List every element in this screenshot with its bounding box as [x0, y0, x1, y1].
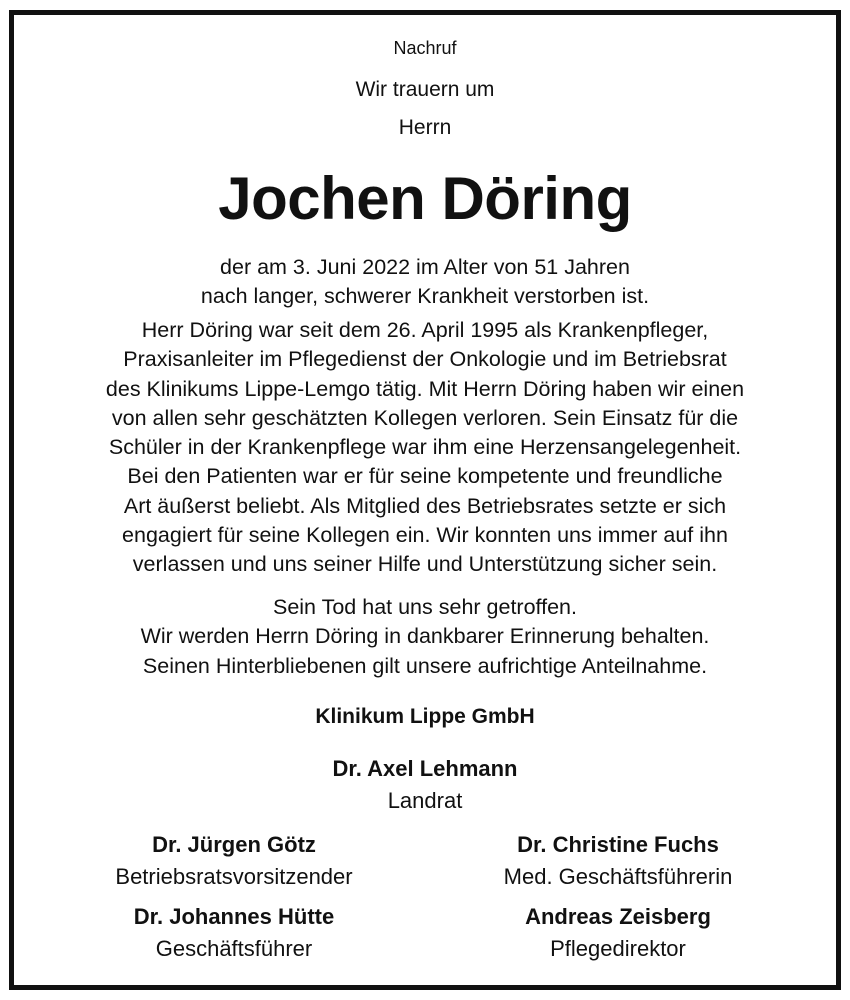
death-line: der am 3. Juni 2022 im Alter von 51 Jahren	[220, 255, 630, 279]
signatory-name: Andreas Zeisberg	[525, 904, 711, 929]
death-line: nach langer, schwerer Krankheit verstorben ist.	[200, 284, 650, 309]
signatory-role: Landrat	[387, 788, 463, 813]
signatory-role: Geschäftsführer	[155, 936, 313, 961]
closing-paragraph	[0, 593, 850, 681]
tribute-line: verlassen und uns seiner Hilfe und Unterstützung sicher sein.	[132, 552, 718, 577]
tribute-paragraph	[0, 316, 850, 580]
signatory-role: Betriebsratsvorsitzender	[115, 864, 353, 889]
tribute-line: des Klinikums Lippe-Lemgo tätig. Mit Herrn Döring haben wir einen	[105, 376, 745, 401]
signatory-name: Dr. Christine Fuchs	[517, 832, 719, 857]
tribute-line: Praxisanleiter im Pflegedienst der Onkologie und im Betriebsrat	[123, 347, 727, 372]
deceased-name: Jochen Döring	[218, 165, 632, 232]
closing-line: Wir werden Herrn Döring in dankbarer Erinnerung behalten.	[140, 624, 710, 649]
mourn-line: Wir trauern um	[355, 78, 495, 101]
signatory-role: Med. Geschäftsführerin	[503, 864, 733, 889]
signatory-name: Dr. Axel Lehmann	[332, 756, 518, 781]
tribute-line: von allen sehr geschätzten Kollegen verloren. Sein Einsatz für die	[111, 405, 739, 430]
signatory-name: Dr. Jürgen Götz	[152, 832, 316, 857]
notice-heading: Nachruf	[393, 38, 457, 58]
signatory-role: Pflegedirektor	[550, 936, 686, 961]
tribute-line: engagiert für seine Kollegen ein. Wir konnten uns immer auf ihn	[122, 523, 728, 548]
tribute-line: Schüler in der Krankenpflege war ihm eine Herzensangelegenheit.	[108, 435, 742, 460]
signatory-name: Dr. Johannes Hütte	[133, 904, 335, 929]
organization-name: Klinikum Lippe GmbH	[315, 705, 535, 728]
salutation: Herrn	[398, 116, 452, 139]
closing-line: Seinen Hinterbliebenen gilt unsere aufrichtige Anteilnahme.	[142, 653, 708, 678]
death-statement	[0, 253, 850, 312]
tribute-line: Bei den Patienten war er für seine kompetente und freundliche	[127, 464, 723, 489]
tribute-line: Herr Döring war seit dem 26. April 1995 als Krankenpfleger,	[141, 318, 709, 342]
tribute-line: Art äußerst beliebt. Als Mitglied des Betriebsrates setzte er sich	[123, 493, 727, 518]
closing-line: Sein Tod hat uns sehr getroffen.	[272, 595, 577, 619]
